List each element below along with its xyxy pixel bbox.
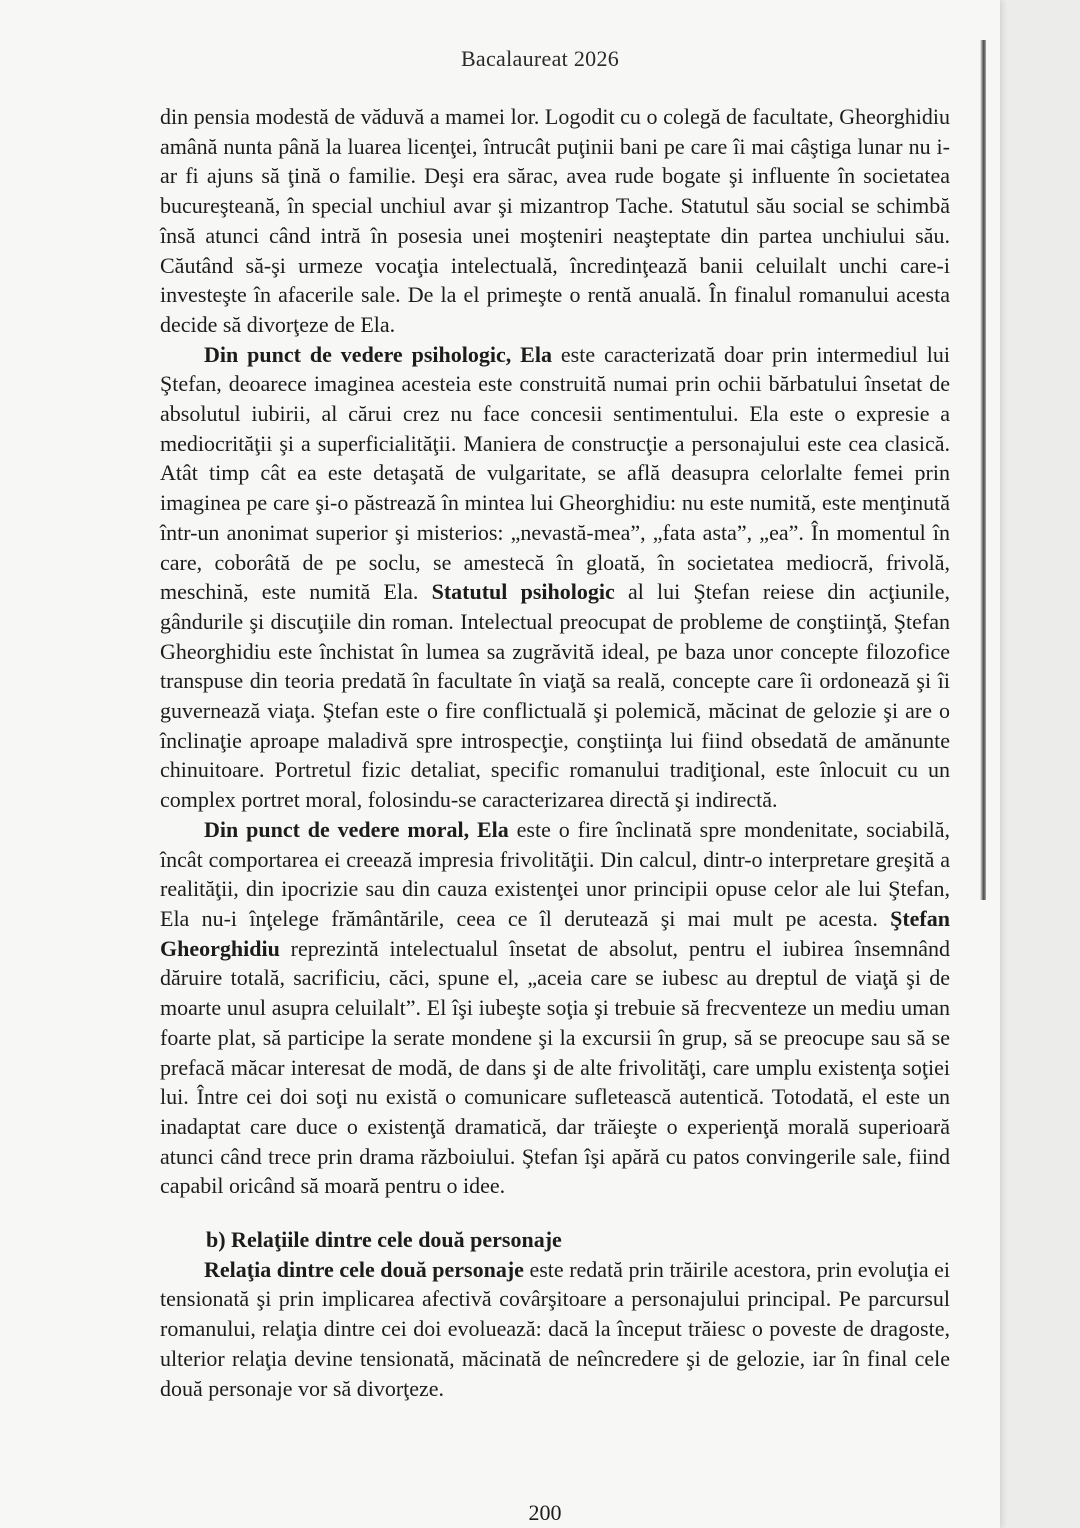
page-header: Bacalaureat 2026 bbox=[460, 46, 620, 71]
paragraph-moral bbox=[160, 815, 950, 1201]
page-number: 200 bbox=[528, 1500, 562, 1525]
paragraph-biography: din pensia modestă de văduvă a mamei lor. Logodit cu o colegă de facultate, Gheorghidiu amână nunta până la luarea licenţei, întrucât puţinii bani pe care îi mai câştiga lunar nu i-ar fi ajuns să ţină o familie. Deşi era sărac, avea rude bogate şi influente în societatea bucureşteană, în special unchiul avar şi mizantrop Tache. Statutul său social se schimbă însă atunci când intră în posesia unei moşteniri neaşteptate din partea unchiului său. Căutând să-şi urmeze vocaţia intelectuală, încredinţează banii celuilalt unchi care-i investeşte în afacerile sale. De la el primeşte o rentă anuală. În finalul romanului acesta decide să divorţeze de Ela. bbox=[160, 104, 950, 337]
paragraph-moral-bold: Ştefan Gheorghidiu bbox=[160, 905, 950, 961]
paragraph-moral-text-b: reprezintă intelectualul însetat de absolut, pentru el iubirea însemnând dăruire totală, sacrificiu, căci, spune el, „aceia care se iubesc au dreptul de viaţă şi de moarte unul asupra celuilalt”. El îşi iubeşte soţia şi trebuie să frecventeze un mediu uman foarte plat, să participe la serate mondene şi la excursii în grup, să se preocupe sau să se prefacă măcar interesat de modă, de dans şi de alte frivolităţi, care umplu existenţa soţiei lui. Între cei doi soţi nu există o comunicare sufletească autentică. Totodată, el este un inadaptat care duce o existenţă dramatică, dar trăieşte o experienţă morală superioară atunci când trece prin drama războiului. Ştefan îşi apără cu patos convingerile sale, fiind capabil oricând să moară pentru o idee. bbox=[160, 935, 950, 1199]
page-body bbox=[160, 102, 950, 1403]
paragraph-psychological-text-b: al lui Ştefan reiese din acţiunile, gândurile şi discuţiile din roman. Intelectual preocupat de probleme de conştiinţă, Ştefan Gheorghidiu este închistat în lumea sa zugrăvită ideal, pe baza unor concepte filozofice transpuse din teoria predată în facultate în viaţă sa reală, concepte care îi ordonează şi îi guvernează viaţa. Ştefan este o fire conflictuală şi polemică, măcinat de gelozie şi are o înclinaţie aproape maladivă spre introspecţie, conştiinţa lui fiind obsedată de amănunte chinuitoare. Portretul fizic detaliat, specific romanului tradiţional, este înlocuit cu un complex portret moral, folosindu-se caracterizarea directă şi indirectă. bbox=[160, 579, 950, 813]
paragraph-psychological-lead: Din punct de vedere psihologic, Ela bbox=[204, 341, 552, 367]
paragraph-relations bbox=[160, 1255, 950, 1404]
paragraph-psychological bbox=[160, 340, 950, 815]
section-heading: b) Relaţiile dintre cele două personaje bbox=[206, 1227, 562, 1253]
page-edge-shadow bbox=[980, 40, 986, 900]
paragraph-relations-lead: Relaţia dintre cele două personaje bbox=[204, 1256, 524, 1282]
paragraph-psychological-bold: Statutul psihologic bbox=[431, 579, 615, 605]
paragraph-moral-text-a: este o fire înclinată spre mondenitate, sociabilă, încât comportarea ei creează impresia frivolităţii. Din calcul, dintr-o interpretare greşită a realităţii, din ipocrizie sau din cauza existenţei unor principii opuse celor ale lui Ştefan, Ela nu-i înţelege frământările, ceea ce îl derutează şi mai mult pe acesta. bbox=[160, 816, 950, 931]
paragraph-relations-text: este redată prin trăirile acestora, prin evoluţia ei tensionată şi prin implicarea afectivă covârşitoare a personajului principal. Pe parcursul romanului, relaţia dintre cei doi evoluează: dacă la început trăiesc o poveste de dragoste, ulterior relaţia devine tensionată, măcinată de neîncredere şi de gelozie, iar în final cele două personaje vor să divorţeze. bbox=[160, 1256, 950, 1401]
paragraph-psychological-text-a: este caracterizată doar prin intermediul lui Ştefan, deoarece imaginea acesteia este construită numai prin ochii bărbatului însetat de absolutul iubirii, al cărui crez nu face concesii sentimentului. Ela este o expresie a mediocrităţii şi a superficialităţii. Maniera de construcţie a personajului este cea clasică. Atât timp cât ea este detaşată de vulgaritate, se află deasupra celorlalte femei prin imaginea pe care şi-o păstrează în mintea lui Gheorghidiu: nu este numită, este menţinută într-un anonimat superior şi misterios: „nevastă-mea”, „fata asta”, „ea”. În momentul în care, coborâtă de pe soclu, se amestecă în gloată, în societatea mediocră, frivolă, meschină, este numită Ela. bbox=[160, 341, 950, 605]
paragraph-moral-lead: Din punct de vedere moral, Ela bbox=[204, 816, 509, 842]
section-relations bbox=[160, 1225, 950, 1403]
